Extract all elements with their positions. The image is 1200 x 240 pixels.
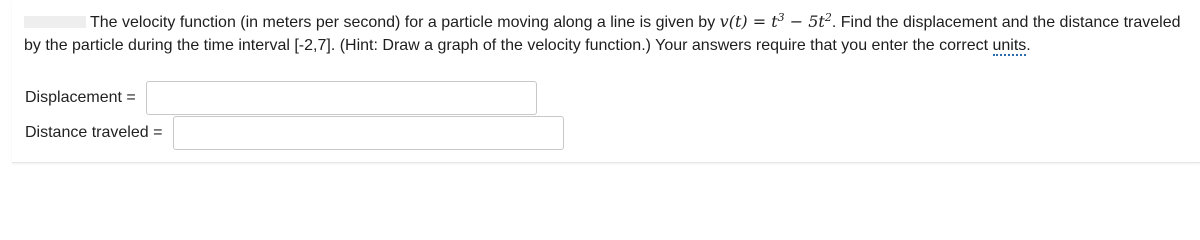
velocity-formula: $v(t) = t^3 - 5t^2$ bbox=[719, 11, 832, 31]
distance-traveled-input[interactable] bbox=[173, 116, 564, 150]
displacement-row bbox=[25, 81, 537, 115]
displacement-input[interactable] bbox=[146, 81, 537, 115]
displacement-label: Displacement = bbox=[25, 89, 136, 106]
question-intro: The velocity function (in meters per second) for a particle moving along a line is given by bbox=[90, 14, 716, 31]
distance-traveled-label: Distance traveled = bbox=[25, 124, 163, 141]
question-body: . Find the displacement and the distance traveled by the particle during the time interval [-2,7]. (Hint: Draw a graph of the velocity function.) Your answers require that you enter the correct bbox=[24, 14, 1181, 54]
question-text: The velocity function (in meters per second) for a particle moving along a line is given by $v(t) = t^3 - 5t^2$. Find the displacement and the distance traveled by the particle during the time interval [-2,7]. (Hint: Draw a graph of the velocity function.) Your answers require that you enter the correct units. bbox=[24, 11, 1181, 54]
units-help-link[interactable]: units bbox=[992, 37, 1027, 54]
distance-row bbox=[25, 116, 564, 150]
redacted-question-number bbox=[24, 16, 86, 28]
